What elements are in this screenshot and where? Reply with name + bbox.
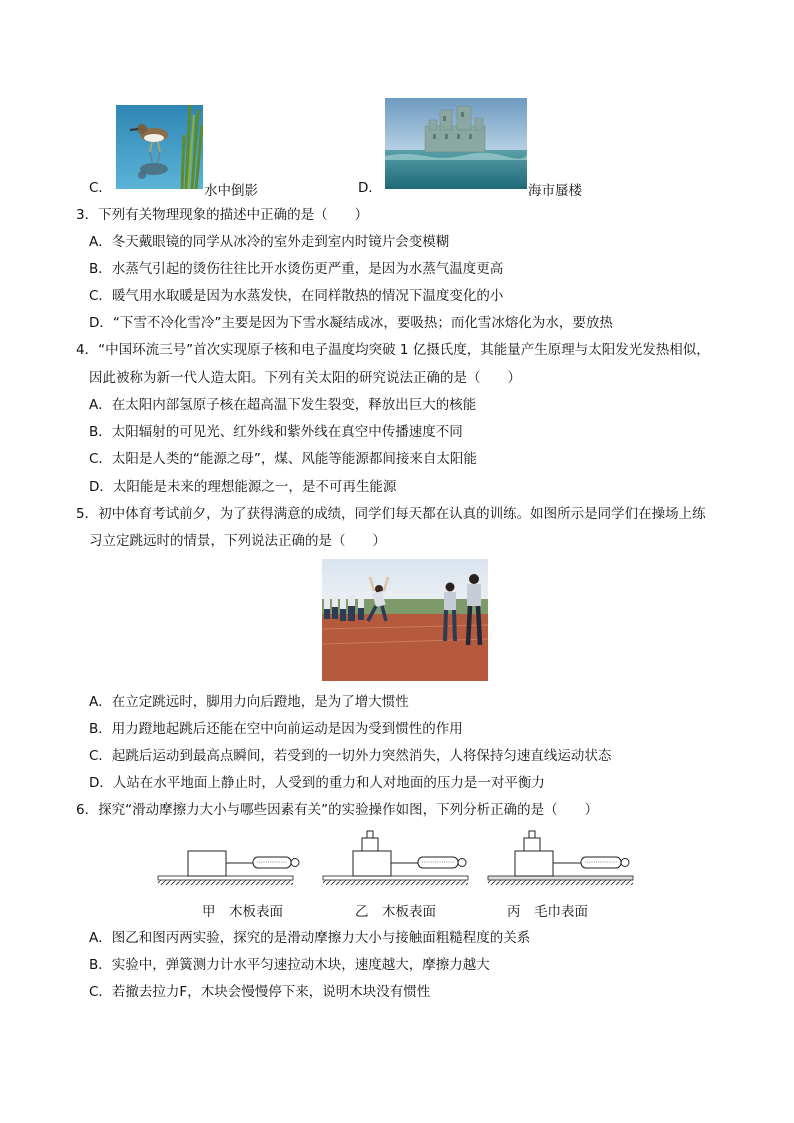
question-stem-line1: 5．初中体育考试前夕，为了获得满意的成绩，同学们每天都在认真的训练。如图所示是同学们在操场上练 xyxy=(76,506,706,522)
photo-caption: 水中倒影 xyxy=(204,183,258,199)
option-c: C．暖气用水取暖是因为水蒸发快，在同样散热的情况下温度变化的小 xyxy=(89,288,504,304)
option-d: D．人站在水平地面上静止时，人受到的重力和人对地面的压力是一对平衡力 xyxy=(89,775,545,791)
setup-yi xyxy=(323,831,468,885)
option-c: C．起跳后运动到最高点瞬间，若受到的一切外力突然消失，人将保持匀速直线运动状态 xyxy=(89,748,612,764)
option-d: D．“下雪不冷化雪冷”主要是因为下雪水凝结成冰，要吸热；而化雪冰熔化为水，要放热 xyxy=(89,315,613,331)
friction-experiment-diagram xyxy=(155,826,640,921)
option-b: B．水蒸气引起的烫伤往往比开水烫伤更严重，是因为水蒸气温度更高 xyxy=(89,261,504,277)
question-stem: 3．下列有关物理现象的描述中正确的是（ ） xyxy=(76,207,369,223)
standing-long-jump-photo xyxy=(322,559,488,681)
option-b: B．太阳辐射的可见光、红外线和紫外线在真空中传播速度不同 xyxy=(89,424,463,440)
diagram-label-jia: 甲 木板表面 xyxy=(202,904,283,920)
diagram-label-yi: 乙 木板表面 xyxy=(355,904,436,920)
bird-reflection-photo xyxy=(116,105,203,189)
option-c: C．若撤去拉力F，木块会慢慢停下来，说明木块没有惯性 xyxy=(89,984,431,1000)
question-stem-line2: 因此被称为新一代人造太阳。下列有关太阳的研究说法正确的是（ ） xyxy=(89,370,521,386)
option-a: A．冬天戴眼镜的同学从冰冷的室外走到室内时镜片会变模糊 xyxy=(89,234,450,250)
option-a: A．图乙和图丙两实验，探究的是滑动摩擦力大小与接触面粗糙程度的关系 xyxy=(89,930,531,946)
option-d: D．太阳能是未来的理想能源之一，是不可再生能源 xyxy=(89,479,397,495)
option-a: A．在立定跳远时，脚用力向后蹬地，是为了增大惯性 xyxy=(89,694,409,710)
question-stem-line2: 习立定跳远时的情景，下列说法正确的是（ ） xyxy=(89,533,386,549)
photo-caption: 海市蜃楼 xyxy=(528,183,582,199)
friction-setup-drawings xyxy=(155,826,640,896)
diagram-label-bing: 丙 毛巾表面 xyxy=(507,904,588,920)
option-letter: C． xyxy=(89,180,112,196)
mirage-castle-photo xyxy=(385,98,527,189)
question-stem-line1: 4．“中国环流三号”首次实现原子核和电子温度均突破 1 亿摄氏度，其能量产生原理与太阳发光发热相似， xyxy=(76,342,710,358)
question-stem: 6．探究“滑动摩擦力大小与哪些因素有关”的实验操作如图，下列分析正确的是（ ） xyxy=(76,802,599,818)
setup-bing xyxy=(488,831,633,885)
option-a: A．在太阳内部氢原子核在超高温下发生裂变，释放出巨大的核能 xyxy=(89,397,477,413)
setup-jia xyxy=(158,851,299,885)
option-b: B．实验中，弹簧测力计水平匀速拉动木块，速度越大，摩擦力越大 xyxy=(89,957,490,973)
option-b: B．用力蹬地起跳后还能在空中向前运动是因为受到惯性的作用 xyxy=(89,721,463,737)
option-c: C．太阳是人类的“能源之母”，煤、风能等能源都间接来自太阳能 xyxy=(89,451,477,467)
option-letter: D． xyxy=(358,180,382,196)
